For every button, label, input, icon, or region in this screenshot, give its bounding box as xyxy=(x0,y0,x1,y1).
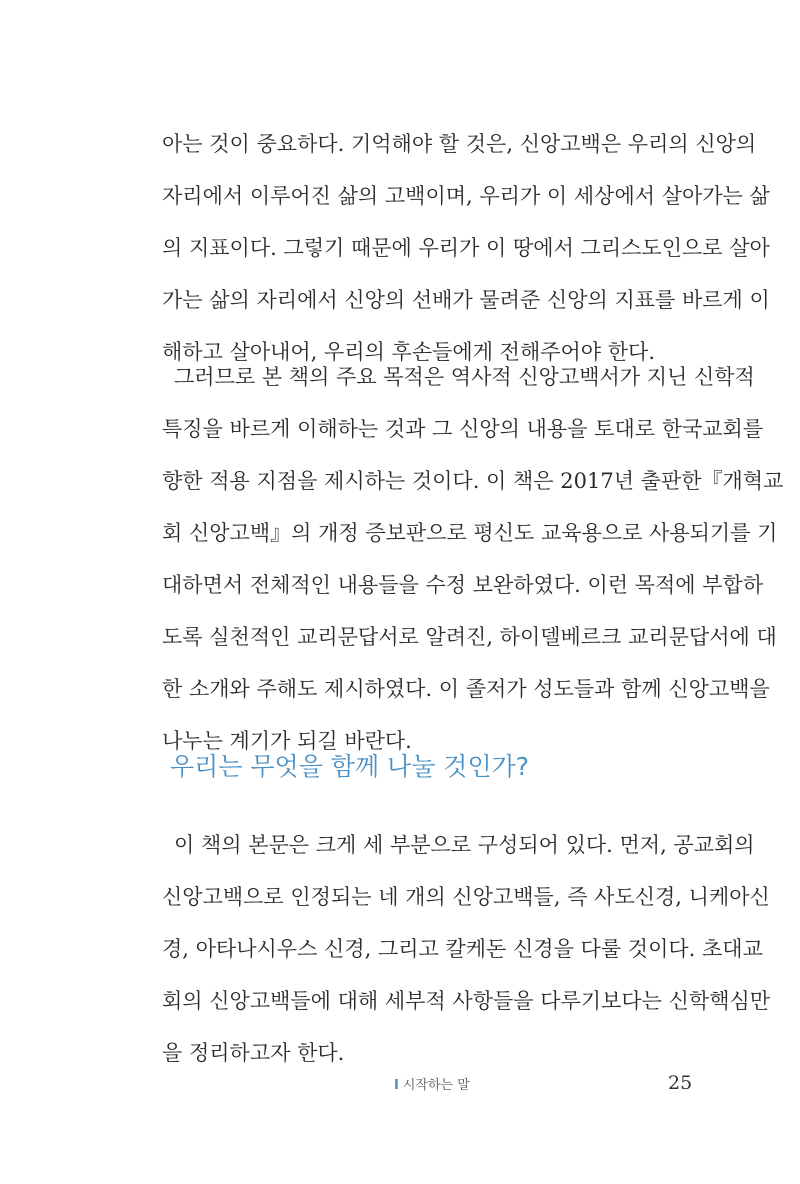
paragraph-line: 그러므로 본 책의 주요 목적은 역사적 신앙고백서가 지닌 신학적 xyxy=(174,365,755,389)
paragraph-line: 해하고 살아내어, 우리의 후손들에게 전해주어야 한다. xyxy=(162,340,656,364)
section-title: 시작하는 말 xyxy=(402,1078,470,1093)
paragraph-line: 을 정리하고자 한다. xyxy=(162,1041,345,1065)
paragraph-line: 신앙고백으로 인정되는 네 개의 신앙고백들, 즉 사도신경, 니케아신 xyxy=(162,885,770,909)
running-footer xyxy=(394,1074,470,1093)
paragraph-line: 이 책의 본문은 크게 세 부분으로 구성되어 있다. 먼저, 공교회의 xyxy=(174,833,755,857)
paragraph-line: 가는 삶의 자리에서 신앙의 선배가 물려준 신앙의 지표를 바르게 이 xyxy=(162,288,770,312)
paragraph-line: 아는 것이 중요하다. 기억해야 할 것은, 신앙고백은 우리의 신앙의 xyxy=(162,132,757,156)
paragraph-line: 회의 신앙고백들에 대해 세부적 사항들을 다루기보다는 신학핵심만 xyxy=(162,989,771,1013)
paragraph-line: 자리에서 이루어진 삶의 고백이며, 우리가 이 세상에서 살아가는 삶 xyxy=(162,184,770,208)
paragraph-line: 향한 적용 지점을 제시하는 것이다. 이 책은 2017년 출판한『개혁교 xyxy=(162,469,784,493)
section-marker: I xyxy=(394,1078,399,1093)
page-number: 25 xyxy=(668,1072,693,1094)
paragraph-line: 특징을 바르게 이해하는 것과 그 신앙의 내용을 토대로 한국교회를 xyxy=(162,417,764,441)
paragraph-line: 경, 아타나시우스 신경, 그리고 칼케돈 신경을 다룰 것이다. 초대교 xyxy=(162,937,763,961)
section-heading: 우리는 무엇을 함께 나눌 것인가? xyxy=(170,752,530,781)
paragraph-3 xyxy=(162,819,771,1079)
paragraph-line: 회 신앙고백』의 개정 증보판으로 평신도 교육용으로 사용되기를 기 xyxy=(162,521,778,545)
paragraph-2 xyxy=(162,351,784,767)
paragraph-line: 한 소개와 주해도 제시하였다. 이 졸저가 성도들과 함께 신앙고백을 xyxy=(162,677,770,701)
paragraph-line: 의 지표이다. 그렇기 때문에 우리가 이 땅에서 그리스도인으로 살아 xyxy=(162,236,770,260)
paragraph-line: 대하면서 전체적인 내용들을 수정 보완하였다. 이런 목적에 부합하 xyxy=(162,573,764,597)
page-footer xyxy=(0,1072,800,1096)
paragraph-line: 도록 실천적인 교리문답서로 알려진, 하이델베르크 교리문답서에 대 xyxy=(162,625,777,649)
paragraph-line: 나누는 계기가 되길 바란다. xyxy=(162,729,412,753)
